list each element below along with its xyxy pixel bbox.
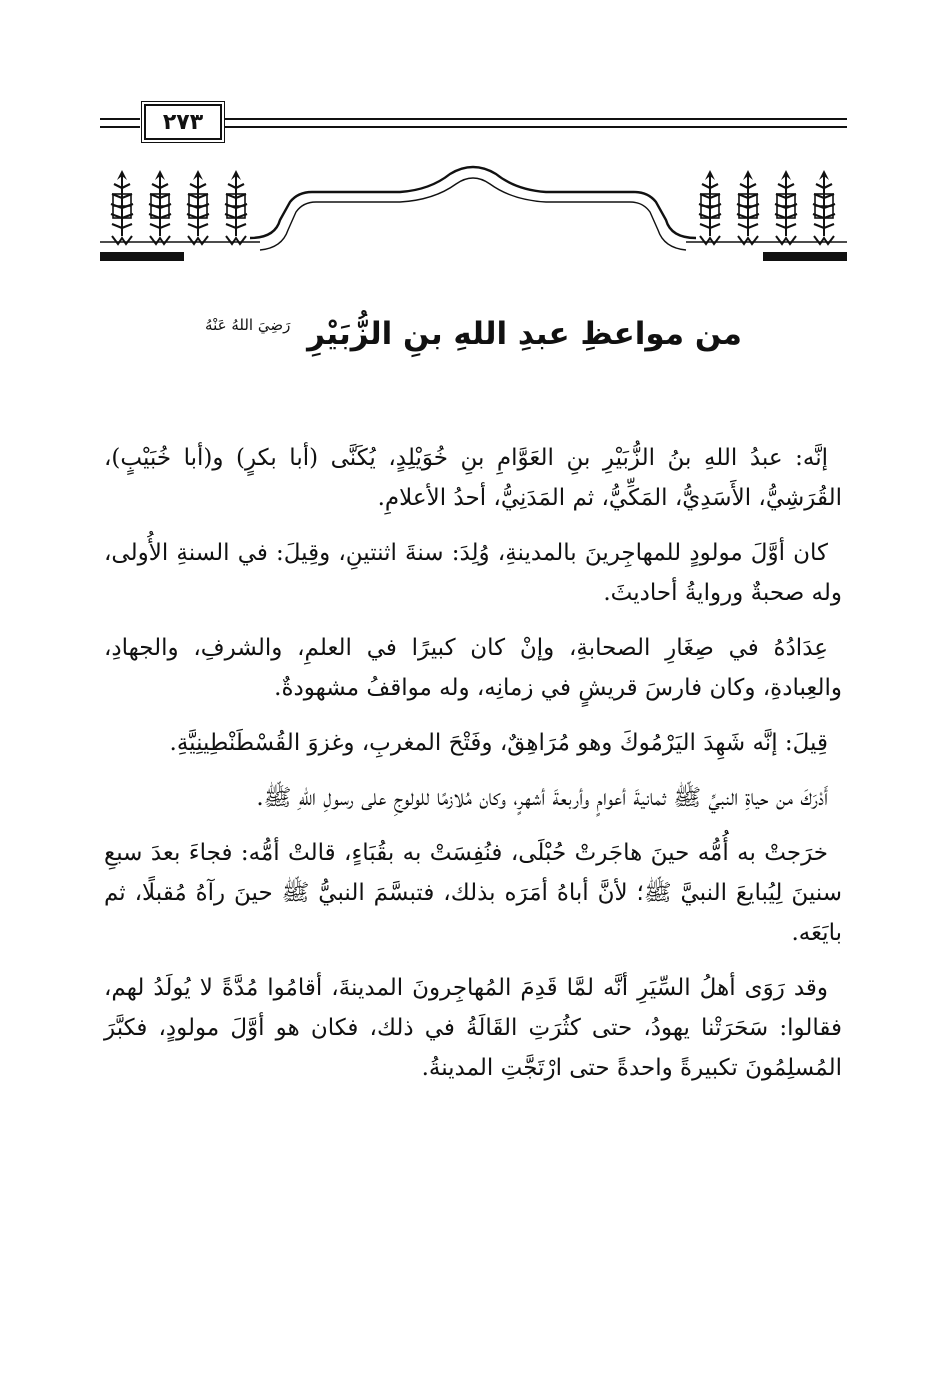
paragraph: قِيلَ: إنَّه شَهِدَ اليَرْمُوكَ وهو مُرَاهِقٌ، وفَتْحَ المغربِ، وغزوَ القُسْطَنْطِينِيَّةِ. — [169, 730, 828, 756]
page-number: ٢٧٣ — [144, 104, 222, 140]
paragraph: أَدْرَكَ من حياةِ النبيِّ ﷺ ثمانيةَ أعوامٍ وأربعةَ أشهرٍ، وكان مُلازمًا للولوجِ على رسولِ اللهِ ﷺ. — [256, 785, 828, 811]
paragraph: كان أوَّلَ مولودٍ للمهاجِرينَ بالمدينةِ، وُلِدَ: سنةَ اثنتينِ، وقِيلَ: في السنةِ الأُولى، وله صحبةٌ وروايةُ أحاديثَ. — [104, 540, 842, 606]
paragraph: عِدَادُهُ في صِغَارِ الصحابةِ، وإنْ كان كبيرًا في العلمِ، والشرفِ، والجهادِ، والعِبادةِ، وكان فارسَ قريشٍ في زمانِه، وله مواقفُ مشهودةٌ. — [104, 635, 842, 701]
body-text — [104, 438, 842, 1103]
paragraph: وقد رَوَى أهلُ السِّيَرِ أنَّه لمَّا قَدِمَ المُهاجِرونَ المدينةَ، أقامُوا مُدَّةً لا يُولَدُ لهم، فقالوا: سَحَرَتْنا يهودُ، حتى كثُرَتِ القَالَةُ في ذلك، فكان هو أوَّلَ مولودٍ، فكبَّرَ المُسلِمُونَ تكبيرةً واحدةً حتى ارْتَجَّتِ المدينةُ. — [104, 975, 842, 1081]
paragraph: خرَجتْ به أُمُّه حينَ هاجَرتْ حُبْلَى، فنُفِسَتْ به بقُبَاءٍ، قالتْ أمُّه: فجاءَ بعدَ سبعِ سنينَ لِيُبايعَ النبيَّ ﷺ؛ لأنَّ أباهُ أمَرَه بذلك، فتبسَّمَ النبيُّ ﷺ حينَ رآهُ مُقبلًا، ثم بايَعَه. — [104, 840, 842, 946]
chapter-title — [100, 316, 847, 352]
paragraph: إنَّه: عبدُ اللهِ بنُ الزُّبَيْرِ بنِ العَوَّامِ بنِ خُوَيْلِدٍ، يُكَنَّى (أبا بكرٍ) و(أبا خُبَيْبٍ)، القُرَشِيُّ، الأَسَدِيُّ، المَكِّيُّ، ثم المَدَنِيُّ، أحدُ الأعلامِ. — [104, 445, 842, 511]
chapter-title-text: من مواعظِ عبدِ اللهِ بنِ الزُّبَيْرِ — [307, 316, 742, 352]
rule-left — [100, 118, 140, 128]
page-header-rule — [100, 104, 847, 144]
honorific-text: رَضِيَ اللهُ عَنْهُ — [205, 316, 291, 334]
chapter-ornament — [100, 160, 847, 270]
rule-right — [224, 118, 847, 128]
